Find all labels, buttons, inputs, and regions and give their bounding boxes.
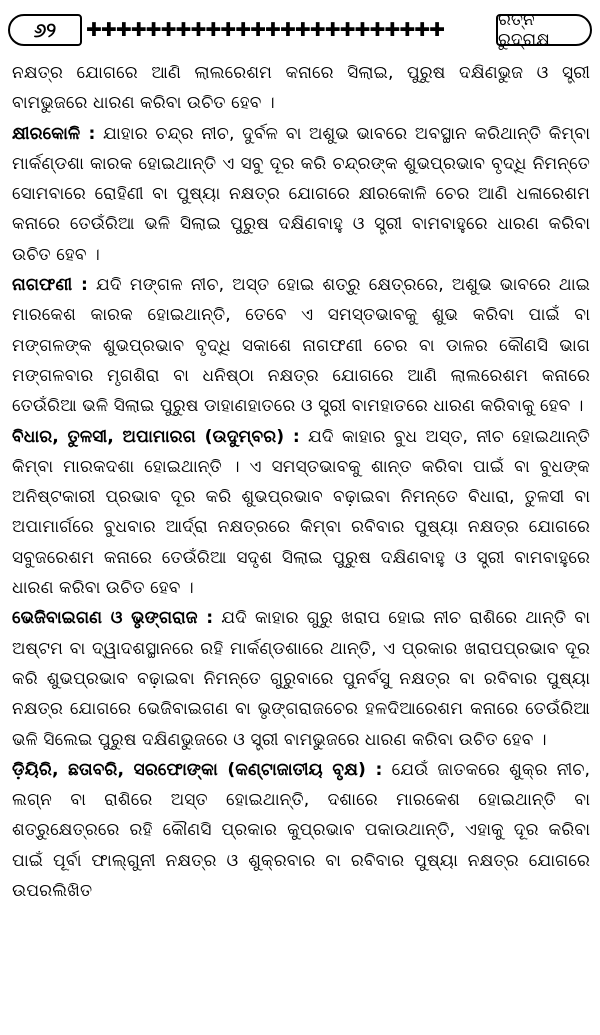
ornamental-border: ✚✚✚✚✚✚✚✚✚✚✚✚✚✚✚✚✚✚✚✚✚✚✚✚ [86, 19, 445, 41]
book-title: ରତ୍ନ ରୁଦ୍ରାକ୍ଷ [496, 14, 592, 46]
page-header [8, 12, 592, 50]
paragraph-continuation [12, 58, 590, 119]
paragraph-bidhara-tulasi [12, 422, 590, 604]
paragraph-nagaphani [12, 270, 590, 421]
paragraph-khirakoli [12, 119, 590, 270]
paragraph-bhejibaigana [12, 603, 590, 754]
paragraph-term: ଭେଜିବାଇଗଣ ଓ ଭୃଙ୍ଗରାଜ : [12, 608, 214, 629]
paragraph-text: ଯେଉଁ ଜାତକରେ ଶୁକ୍ର ନୀଚ, ଲଗ୍ନ ବା ରାଶିରେ ଅସ୍ତ ହୋଇଥାନ୍ତି, ଦଶାରେ ମାରକେଶ ହୋଇଥାନ୍ତି ବା ଶତ୍ରୁକ୍ଷେତ୍ରରେ ରହି କୌଣସି ପ୍ରକାର କୁପ୍ରଭାବ ପକାଉଥାନ୍ତି, ଏହାକୁ ଦୂର କରିବା ପାଇଁ ପୂର୍ବା ଫାଲ୍‌ଗୁନୀ ନକ୍ଷତ୍ର ଓ ଶୁକ୍ରବାର ବା ରବିବାର ପୁଷ୍ୟା ନକ୍ଷତ୍ର ଯୋଗରେ ଉପରଲିଖିତ [12, 759, 590, 902]
paragraph-text: ନକ୍ଷତ୍ର ଯୋଗରେ ଆଣି ଲାଲରେଶମ କନାରେ ସିଲାଇ, ପୁରୁଷ ଦକ୍ଷିଣଭୁଜ ଓ ସ୍ତ୍ରୀ ବାମଭୁଜରେ ଧାରଣ କରିବା ଉଚିତ ହେବ । [12, 63, 590, 114]
page-number: ୬୨ [8, 14, 82, 46]
paragraph-term: କ୍ଷୀରକୋଳି : [12, 123, 96, 144]
paragraph-text: ଯାହାର ଚନ୍ଦ୍ର ନୀଚ, ଦୁର୍ବଳ ବା ଅଶୁଭ ଭାବରେ ଅବସ୍ଥାନ କରିଥାନ୍ତି କିମ୍ବା ମାର୍କଣ୍ଡଶା କାରକ ହୋଇଥାନ୍ତି ଏ ସବୁ ଦୂର କରି ଚନ୍ଦ୍ରଙ୍କ ଶୁଭପ୍ରଭାବ ବୃଦ୍ଧି ନିମନ୍ତେ ସୋମବାରେ ରୋହିଣୀ ବା ପୁଷ୍ୟା ନକ୍ଷତ୍ର ଯୋଗରେ କ୍ଷୀରକୋଳି ଚେର ଆଣି ଧଳାରେଶମ କନାରେ ତେଉଁରିଆ ଭଳି ସିଲାଇ ପୁରୁଷ ଦକ୍ଷିଣବାହୁ ଓ ସ୍ତ୍ରୀ ବାମବାହୁରେ ଧାରଣ କରିବା ଉଚିତ ହେବ । [12, 123, 590, 265]
page-body [12, 58, 590, 906]
paragraph-text: ଯଦି କାହାର ବୁଧ ଅସ୍ତ, ନୀଚ ହୋଇଥାନ୍ତି କିମ୍ବା ମାରକଦଶା ହୋଇଥାନ୍ତି । ଏ ସମସ୍ତଭାବକୁ ଶାନ୍ତ କରିବା ପାଇଁ ବା ବୁଧଙ୍କ ଅନିଷ୍ଟକାରୀ ପ୍ରଭାବ ଦୂର କରି ଶୁଭପ୍ରଭାବ ବଢ଼ାଇବା ନିମନ୍ତେ ବିଧାରା, ତୁଳସୀ ବା ଅପାମାର୍ଗରେ ବୁଧବାର ଆର୍ଦ୍ରା ନକ୍ଷତ୍ରରେ କିମ୍ବା ରବିବାର ପୁଷ୍ୟା ନକ୍ଷତ୍ର ଯୋଗରେ ସବୁଜରେଶମ କନାରେ ତେଉଁରିଆ ସଦୃଶ ସିଲାଇ ପୁରୁଷ ଦକ୍ଷିଣବାହୁ ଓ ସ୍ତ୍ରୀ ବାମବାହୁରେ ଧାରଣ କରିବା ଉଚିତ ହେବ । [12, 426, 590, 599]
paragraph-diyiri [12, 755, 590, 906]
paragraph-term: ନାଗଫଣୀ : [12, 275, 88, 296]
paragraph-text: ଯଦି କାହାର ଗୁରୁ ଖରାପ ହୋଇ ନୀଚ ରାଶିରେ ଥାନ୍ତି ବା ଅଷ୍ଟମ ବା ଦ୍ୱାଦଶସ୍ଥାନରେ ରହି ମାର୍କଣ୍ଡଶାରେ ଥାନ୍ତି, ଏ ପ୍ରକାର ଖରାପପ୍ରଭାବ ଦୂର କରି ଶୁଭପ୍ରଭାବ ବଢ଼ାଇବା ନିମନ୍ତେ ଗୁରୁବାରେ ପୁନର୍ବସୁ ନକ୍ଷତ୍ର ବା ରବିବାର ପୁଷ୍ୟା ନକ୍ଷତ୍ର ଯୋଗରେ ଭେଜିବାଇଗଣ ବା ଭୃଙ୍ଗରାଜଚେର ହଳଦିଆରେଶମ କନାରେ ତେଉଁରିଆ ଭଳି ସିଲେଇ ପୁରୁଷ ଦକ୍ଷିଣଭୁଜରେ ଓ ସ୍ତ୍ରୀ ବାମଭୁଜରେ ଧାରଣ କରିବା ଉଚିତ ହେବ । [12, 608, 590, 750]
paragraph-text: ଯଦି ମଙ୍ଗଳ ନୀଚ, ଅସ୍ତ ହୋଇ ଶତ୍ରୁ କ୍ଷେତ୍ରରେ, ଅଶୁଭ ଭାବରେ ଥାଇ ମାରକେଶ କାରକ ହୋଇଥାନ୍ତି, ତେବେ ଏ ସମସ୍ତଭାବକୁ ଶୁଭ କରିବା ପାଇଁ ବା ମଙ୍ଗଳଙ୍କ ଶୁଭପ୍ରଭାବ ବୃଦ୍ଧି ସକାଶେ ନାଗଫଣୀ ଚେର ବା ଡାଳର କୌଣସି ଭାଗ ମଙ୍ଗଳବାର ମୃଗଶିରା ବା ଧନିଷ୍ଠା ନକ୍ଷତ୍ର ଯୋଗରେ ଆଣି ଲାଲରେଶମ କନାରେ ତେଉଁରିଆ ଭଳି ସିଲାଇ ପୁରୁଷ ଡାହାଣହାତରେ ଓ ସ୍ତ୍ରୀ ବାମହାତରେ ଧାରଣ କରିବାକୁ ହେବ । [12, 275, 590, 417]
paragraph-term: ଡ଼ିୟିରି, ଛତାବରି, ସରଫୋଙ୍କା (କଣ୍ଟାଜାତୀୟ ବୃକ୍ଷ) : [12, 759, 383, 780]
paragraph-term: ବିଧାର, ତୁଳସୀ, ଅପାମାରଗ (ଉଦୁମ୍ବର) : [12, 426, 300, 447]
